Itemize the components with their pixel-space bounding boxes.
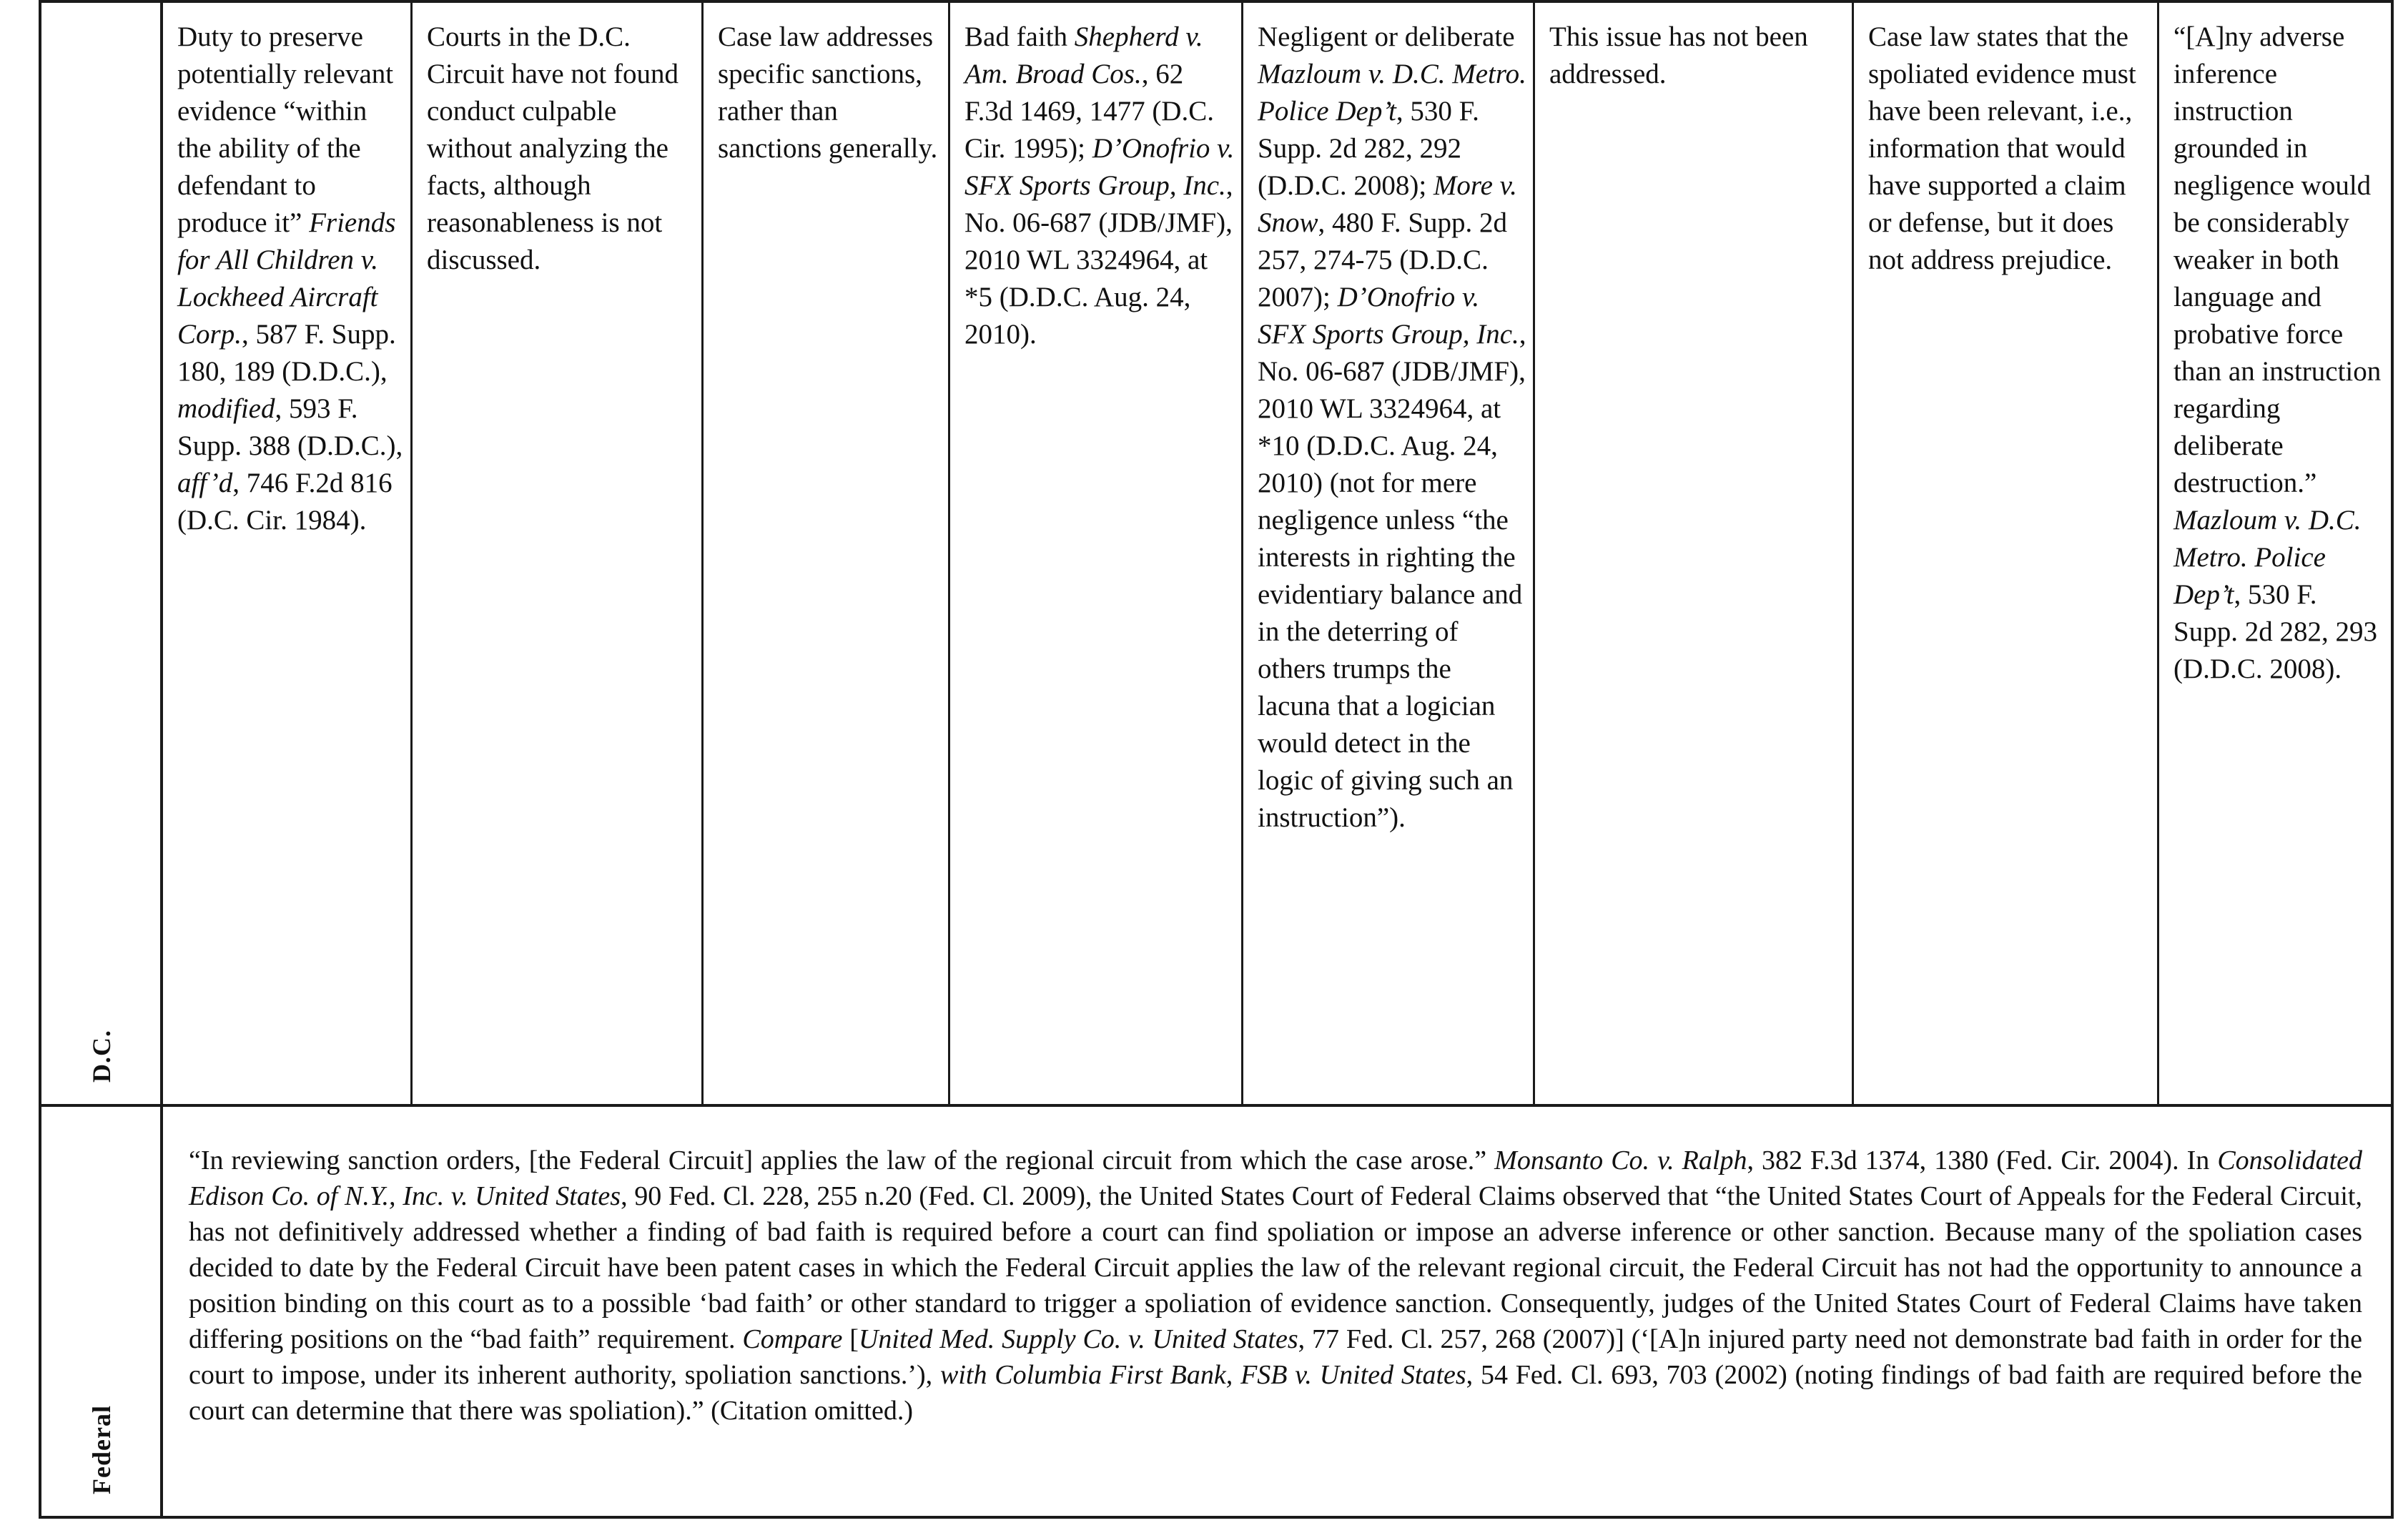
cell-adverse-inference-standard <box>1243 3 1535 1104</box>
row-label-dc: D.C. <box>87 1030 116 1083</box>
text-run: , 90 Fed. Cl. 228, 255 n.20 (Fed. Cl. 2009), the United States Court of Federal Claims observed that “the United States Court of Appeals for the Federal Circuit, has not definitively addressed whether a finding of bad faith is required before a court can find spoliation or impose an adverse inference or other sanction. Because many of the spoliation cases decided to date by the Federal Circuit have been patent cases in which the Federal Circuit applies the law of the relevant regional circuit, the Federal Circuit has not had the opportunity to announce a position binding on this court as to a possible ‘bad faith’ or other standard to trigger a spoliation of evidence sanction. Consequently, judges of the United States Court of Federal Claims have taken differing positions on the “bad faith” requirement. <box>189 1181 2362 1354</box>
text-run: This issue has not been addressed. <box>1549 21 1808 89</box>
text-run: “In reviewing sanction orders, [the Federal Circuit] applies the law of the regional circuit from which the case arose.” <box>189 1145 1495 1175</box>
case-citation: Shepherd v. Am. Broad Cos. <box>964 21 1203 89</box>
case-citation: Friends for All Children v. Lockheed Aircraft Corp. <box>177 207 396 350</box>
case-citation: aff’d <box>177 468 233 498</box>
text-run: “[A]ny adverse inference instruction grounded in negligence would be considerably weaker in both language and probative force than an instruction regarding deliberate destruction.” <box>2173 21 2382 498</box>
federal-text <box>189 1143 2362 1429</box>
text-run: , 593 F. Supp. 388 (D.D.C.), <box>177 393 403 461</box>
text-run: , 54 Fed. Cl. 693, 703 (2002) (noting findings of bad faith are required before the court can determine that there was spoliation).” (Citation omitted.) <box>189 1360 2362 1426</box>
text-run: Case law addresses specific sanctions, rather than sanctions generally. <box>718 21 938 164</box>
case-citation: D’Onofrio v. SFX Sports Group, Inc. <box>1258 282 1519 350</box>
case-citation: Consolidated Edison Co. of N.Y., Inc. v. United States <box>189 1145 2363 1211</box>
text-run: , 530 F. Supp. 2d 282, 293 (D.D.C. 2008). <box>2173 579 2377 684</box>
case-citation: Compare <box>742 1324 843 1354</box>
text-run: Negligent or deliberate <box>1258 21 1515 52</box>
text-run: , 77 Fed. Cl. 257, 268 (2007)] (‘[A]n injured party need not demonstrate bad faith in order for the court to impose, under its inherent authority, spoliation sanctions.’), <box>189 1324 2362 1390</box>
text-run: , No. 06-687 (JDB/JMF), 2010 WL 3324964, at *5 (D.D.C. Aug. 24, 2010). <box>964 170 1233 350</box>
case-citation: with Columbia First Bank, FSB v. United States <box>939 1360 1466 1390</box>
case-citation: United Med. Supply Co. v. United States <box>858 1324 1298 1354</box>
text-run: Duty to preserve potentially relevant evidence “within the ability of the defendant to produce it” <box>177 21 394 238</box>
table-row-dc <box>41 3 2391 1107</box>
cell-culpability <box>413 3 704 1104</box>
cell-relevance-prejudice <box>1854 3 2159 1104</box>
text-run: , 587 F. Supp. 180, 189 (D.D.C.), <box>177 319 396 387</box>
case-citation: Monsanto Co. v. Ralph <box>1494 1145 1747 1175</box>
text-run: , 530 F. Supp. 2d 282, 292 (D.D.C. 2008); <box>1258 96 1479 201</box>
text-run: Case law states that the spoliated evidence must have been relevant, i.e., information that would have supported a claim or defense, but it does not address prejudice. <box>1868 21 2136 275</box>
case-citation: More v. Snow <box>1258 170 1517 238</box>
cell-duty-to-preserve <box>163 3 413 1104</box>
text-run: , 62 F.3d 1469, 1477 (D.C. Cir. 1995); <box>964 59 1214 164</box>
text-run: , 382 F.3d 1374, 1380 (Fed. Cir. 2004). In <box>1747 1145 2218 1175</box>
text-run: Bad faith <box>964 21 1075 52</box>
text-run: , 480 F. Supp. 2d 257, 274-75 (D.D.C. 2007); <box>1258 207 1508 312</box>
cell-other-sanctions <box>1535 3 1854 1104</box>
case-citation: D’Onofrio v. SFX Sports Group, Inc. <box>964 133 1235 201</box>
text-run: Courts in the D.C. Circuit have not found conduct culpable without analyzing the facts, although reasonableness is not discussed. <box>427 21 679 275</box>
cell-instruction-strength <box>2159 3 2391 1104</box>
table-row-federal <box>41 1104 2391 1516</box>
text-run: , 746 F.2d 816 (D.C. Cir. 1984). <box>177 468 393 536</box>
cell-dismissal-standard <box>950 3 1243 1104</box>
case-citation: modified <box>177 393 275 424</box>
text-run: [ <box>842 1324 859 1354</box>
case-citation: Mazloum v. D.C. Metro. Police Dep’t <box>1258 59 1526 127</box>
row-label-cell <box>41 1104 163 1516</box>
cell-sanctions-scope <box>704 3 950 1104</box>
text-run: , No. 06-687 (JDB/JMF), 2010 WL 3324964, at *10 (D.D.C. Aug. 24, 2010) (not for mere negligence unless “the interests in righting the evidentiary balance and in the deterring of others trumps the lacuna that a logician would detect in the logic of giving such an instruction”). <box>1258 319 1526 833</box>
case-citation: Mazloum v. D.C. Metro. Police Dep’t <box>2173 505 2362 610</box>
row-label-cell <box>41 3 163 1104</box>
row-label-federal: Federal <box>87 1405 116 1494</box>
spoliation-table <box>39 0 2394 1519</box>
